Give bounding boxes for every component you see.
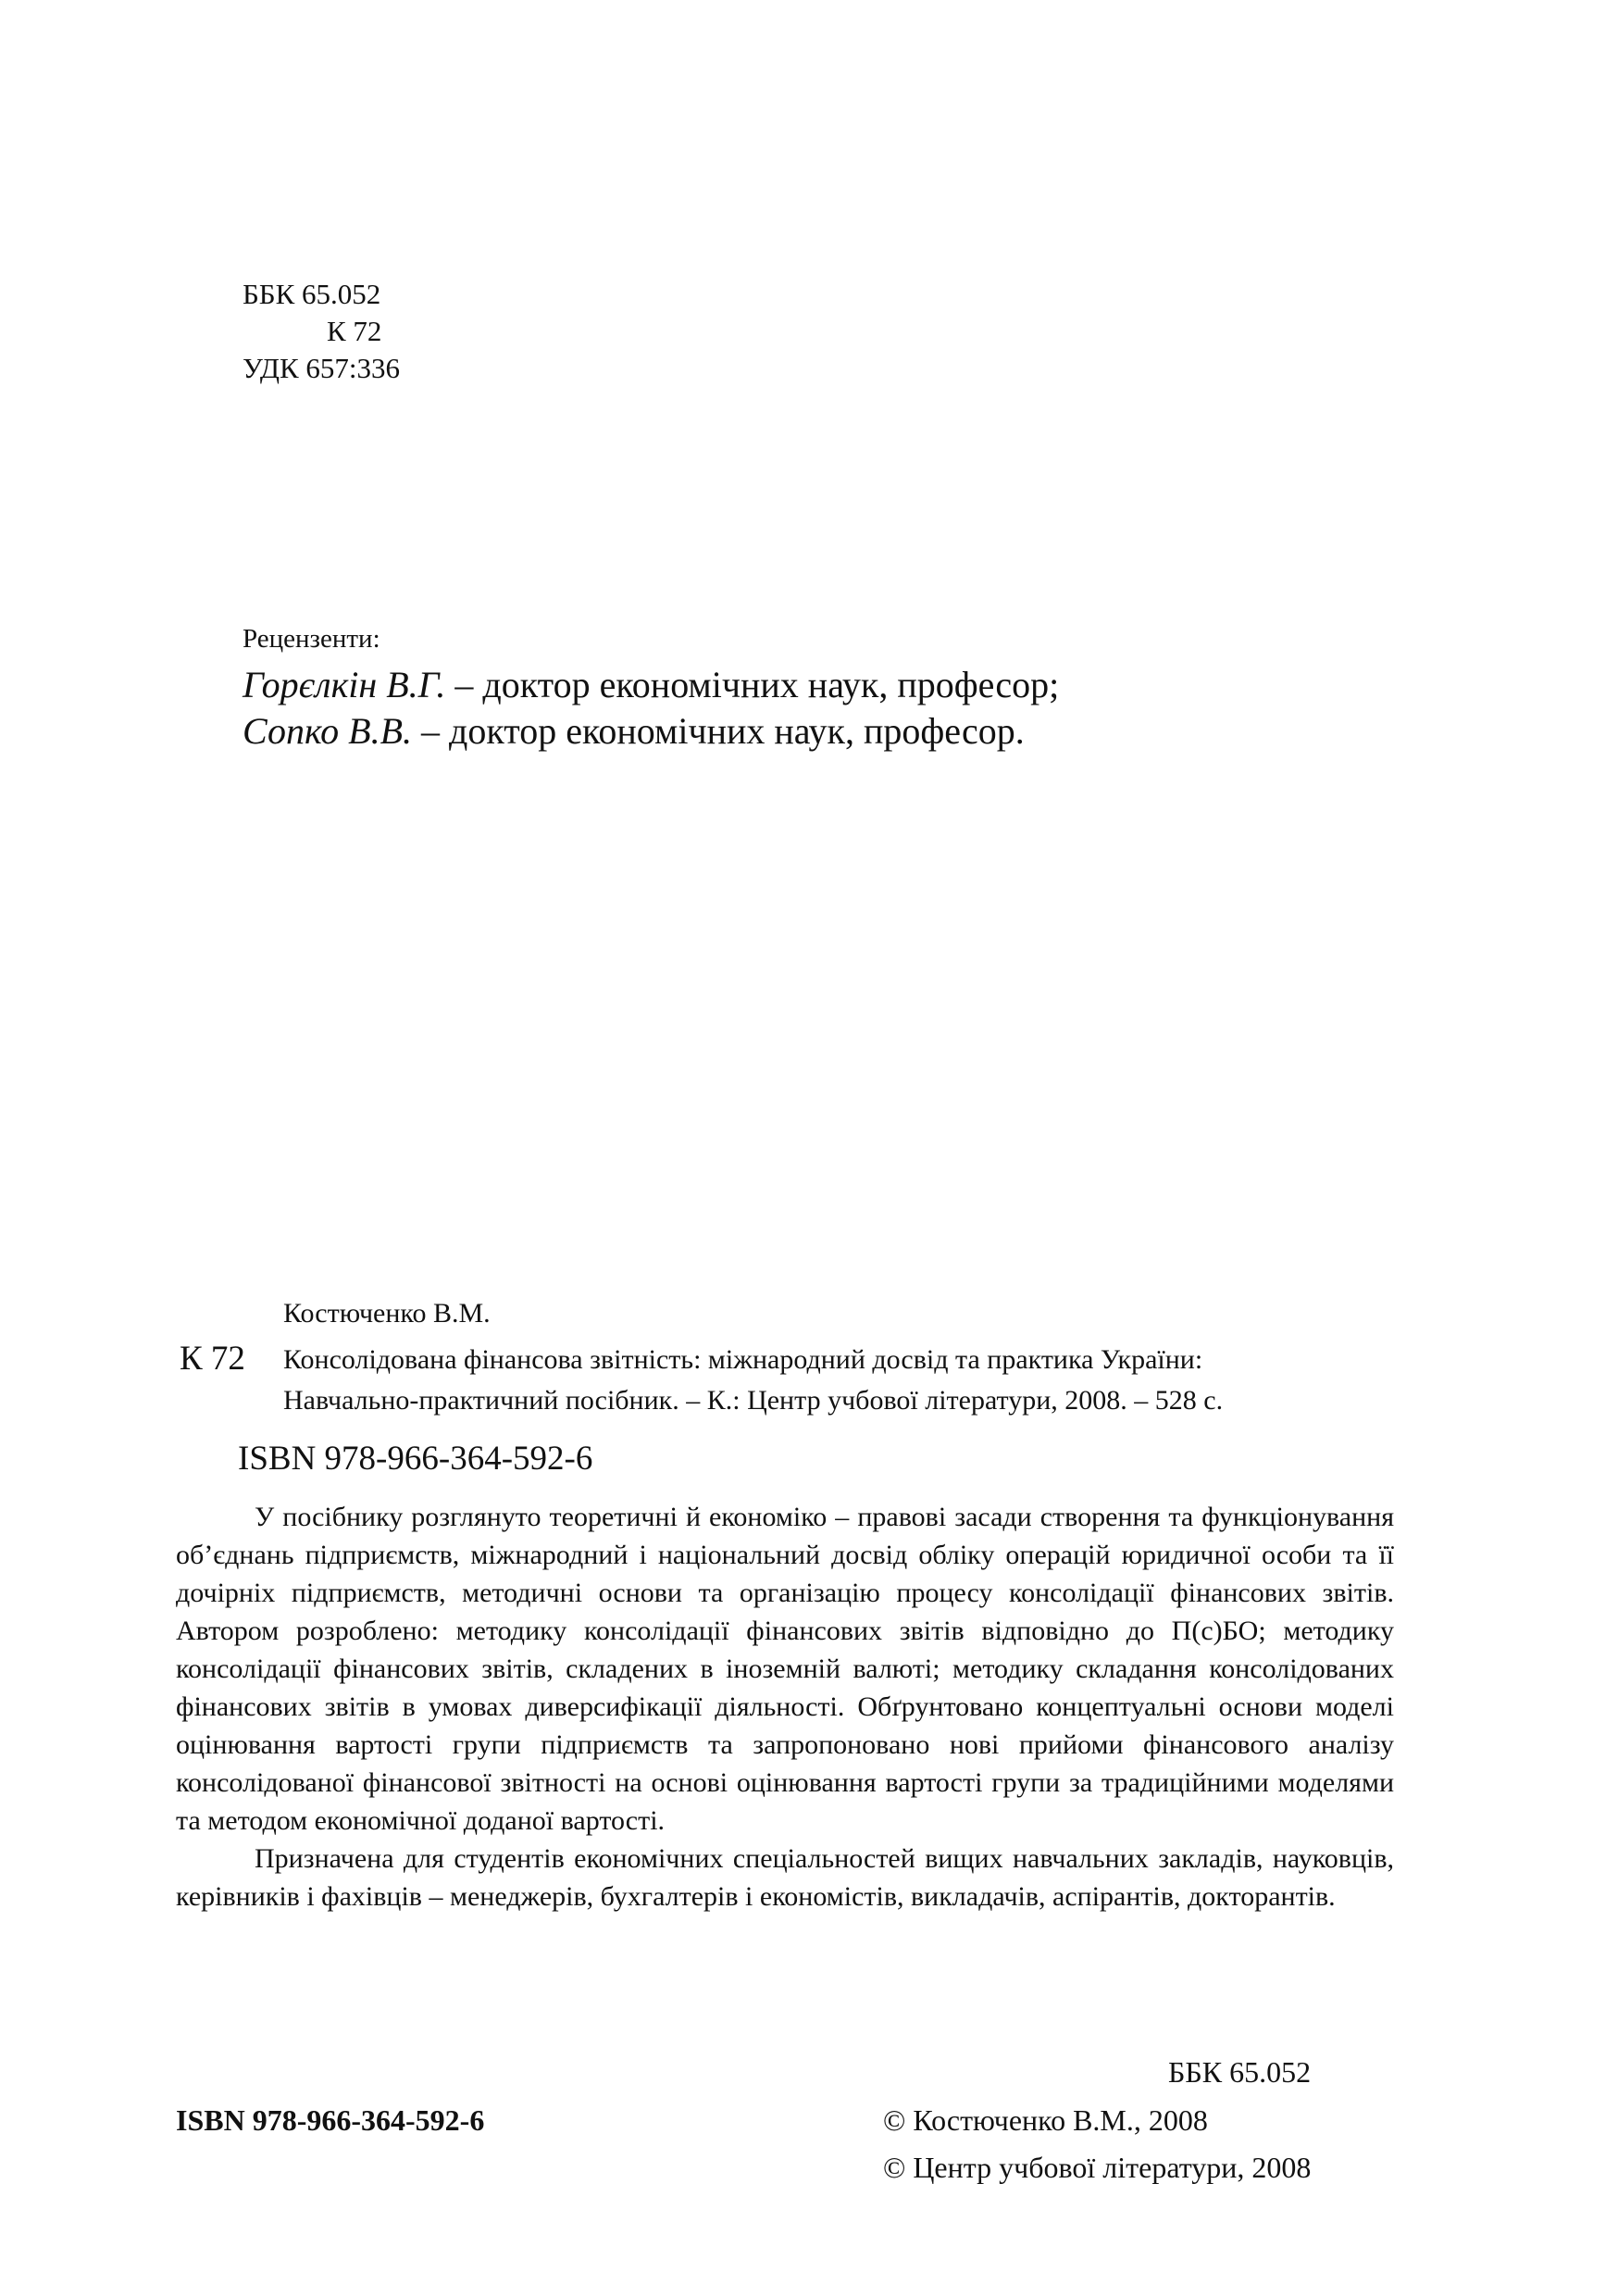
abstract-paragraph-2: Призначена для студентів економічних спеціальностей вищих навчальних закладів, науковців, керівників і фахівців – менеджерів, бухгалтерів і економістів, викладачів, аспірантів, докторантів. bbox=[176, 1843, 1394, 1912]
reviewers-label: Рецензенти: bbox=[243, 624, 380, 654]
copyright-publisher: © Центр учбової літератури, 2008 bbox=[883, 2151, 1312, 2184]
index-code: К 72 bbox=[327, 315, 382, 347]
author: Костюченко В.М. bbox=[283, 1298, 491, 1329]
footer-bbk: ББК 65.052 bbox=[1168, 2055, 1312, 2089]
reviewer-1-name: Горєлкін В.Г. bbox=[243, 664, 446, 705]
reviewer-1-desc: – доктор економічних наук, професор; bbox=[445, 664, 1060, 705]
footer-isbn: ISBN 978-966-364-592-6 bbox=[176, 2103, 485, 2137]
reviewer-2 bbox=[243, 709, 1025, 753]
book-title-line1: Консолідована фінансова звітність: міжнародний досвід та практика України: bbox=[283, 1344, 1203, 1375]
reviewer-2-desc: – доктор економічних наук, професор. bbox=[412, 710, 1025, 752]
book-title-line2: Навчально-практичний посібник. – К.: Центр учбової літератури, 2008. – 528 с. bbox=[283, 1385, 1224, 1416]
udk-code: УДК 657:336 bbox=[243, 352, 401, 384]
reviewer-2-name: Сопко В.В. bbox=[243, 710, 413, 752]
bbk-code: ББК 65.052 bbox=[243, 278, 381, 310]
reviewer-1 bbox=[243, 663, 1059, 706]
abstract-paragraph-1: У посібнику розглянуто теоретичні й економіко – правові засади створення та функціонування об’єднань підприємств, міжнародний і національний досвід обліку операцій юридичної особи та її дочірніх підприємств, методичні основи та організацію процесу консолідації фінансових звітів. Автором розроблено: методику консолідації фінансових звітів відповідно до П(с)БО; методику консолідації фінансових звітів, складених в іноземній валюті; методику складання консолідованих фінансових звітів в умовах диверсифікації діяльності. Обґрунтовано концептуальні основи моделі оцінювання вартості групи підприємств та запропоновано нові прийоми фінансового аналізу консолідованої фінансової звітності на основі оцінювання вартості групи за традиційними моделями та методом економічної доданої вартості. bbox=[176, 1502, 1394, 1836]
isbn-header: ISBN 978-966-364-592-6 bbox=[238, 1440, 593, 1478]
abstract bbox=[176, 1498, 1394, 1915]
copyright-author: © Костюченко В.М., 2008 bbox=[883, 2103, 1208, 2137]
author-mark: К 72 bbox=[180, 1340, 245, 1378]
